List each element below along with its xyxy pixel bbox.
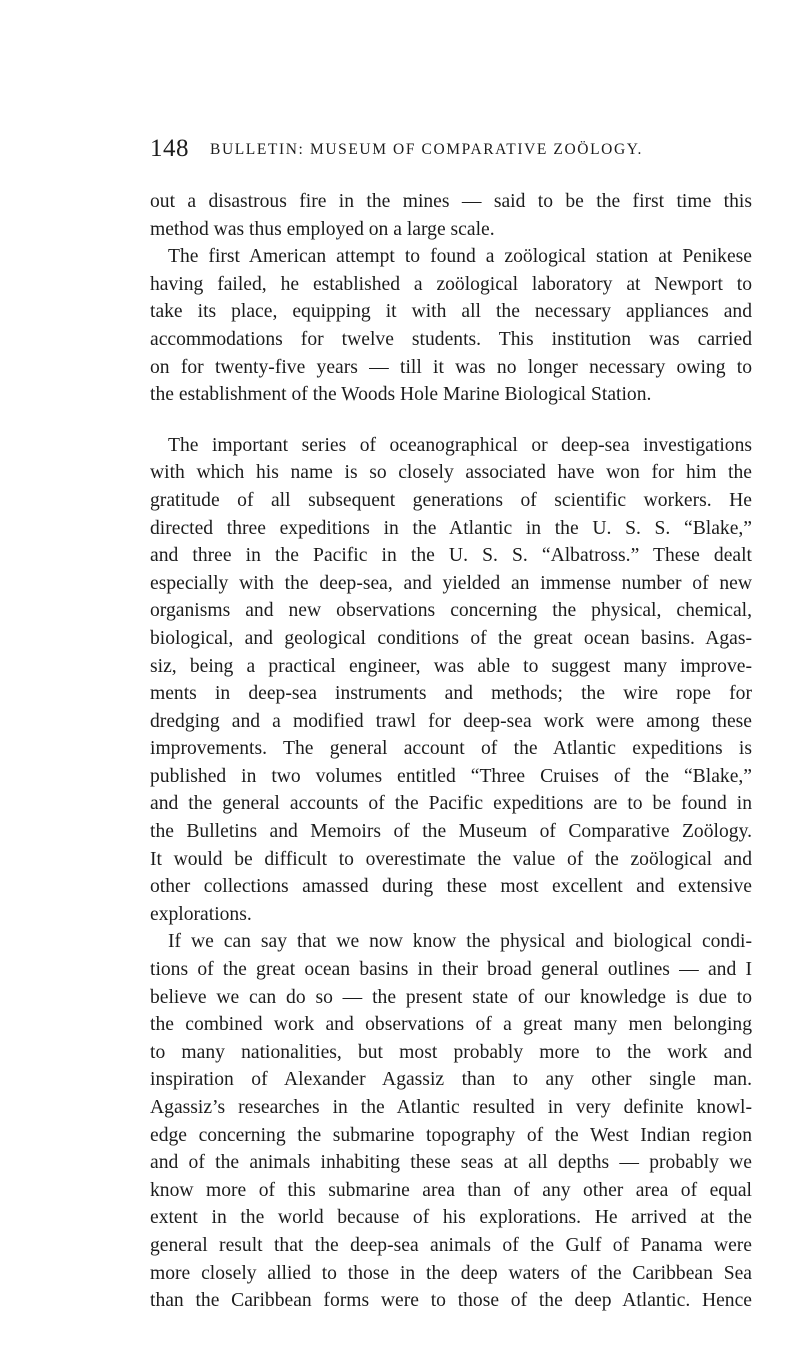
text-line: extent in the world because of his explorations. He arrived at the (150, 1207, 752, 1229)
text-line: the Bulletins and Memoirs of the Museum of Comparative Zoölogy. (150, 821, 752, 843)
text-line: The important series of oceanographical or deep-sea investigations (168, 434, 752, 456)
text-line: improvements. The general account of the Atlantic expeditions is (150, 738, 752, 760)
text-line: ments in deep-sea instruments and methods; the wire rope for (150, 683, 752, 705)
text-line: biological, and geological conditions of the great ocean basins. Agas- (150, 627, 752, 649)
text-line: and three in the Pacific in the U. S. S. “Albatross.” These dealt (150, 545, 752, 567)
text-line: especially with the deep-sea, and yielded an immense number of new (150, 572, 752, 594)
text-line: with which his name is so closely associated have won for him the (150, 462, 752, 484)
text-line: to many nationalities, but most probably more to the work and (150, 1041, 752, 1063)
text-line: having failed, he established a zoölogical laboratory at Newport to (150, 273, 752, 295)
text-line: know more of this submarine area than of any other area of equal (150, 1179, 752, 1201)
running-title: BULLETIN: MUSEUM OF COMPARATIVE ZOÖLOGY. (210, 141, 644, 158)
text-line: believe we can do so — the present state of our knowledge is due to (150, 986, 752, 1008)
text-line: take its place, equipping it with all the necessary appliances and (150, 301, 752, 323)
text-line: other collections amassed during these most excellent and extensive (150, 876, 752, 898)
text-line: published in two volumes entitled “Three Cruises of the “Blake,” (150, 765, 752, 787)
text-line: and the general accounts of the Pacific expeditions are to be found in (150, 793, 752, 815)
text-line: the establishment of the Woods Hole Marine Biological Station. (150, 384, 652, 406)
text-line: inspiration of Alexander Agassiz than to any other single man. (150, 1069, 752, 1091)
section-gap (150, 409, 752, 432)
text-line: method was thus employed on a large scale. (150, 218, 495, 240)
text-line: It would be difficult to overestimate the value of the zoölogical and (150, 848, 752, 870)
text-line: dredging and a modified trawl for deep-sea work were among these (150, 710, 752, 732)
text-line: accommodations for twelve students. This institution was carried (150, 328, 752, 350)
text-line: organisms and new observations concerning the physical, chemical, (150, 600, 752, 622)
text-line: the combined work and observations of a great many men belonging (150, 1014, 752, 1036)
text-line: siz, being a practical engineer, was able to suggest many improve- (150, 655, 752, 677)
text-line: general result that the deep-sea animals of the Gulf of Panama were (150, 1234, 752, 1256)
text-line: than the Caribbean forms were to those of the deep Atlantic. Hence (150, 1290, 752, 1312)
body-text (150, 188, 752, 1315)
running-head (150, 134, 750, 164)
text-line: gratitude of all subsequent generations of scientific workers. He (150, 489, 752, 511)
text-line: out a disastrous fire in the mines — said to be the first time this (150, 191, 752, 212)
text-line: explorations. (150, 903, 252, 925)
text-line: and of the animals inhabiting these seas at all depths — probably we (150, 1152, 752, 1174)
text-line: If we can say that we now know the physical and biological condi- (168, 931, 752, 953)
text-line: edge concerning the submarine topography of the West Indian region (150, 1124, 752, 1146)
text-line: The first American attempt to found a zoölogical station at Penikese (168, 246, 752, 268)
text-line: directed three expeditions in the Atlantic in the U. S. S. “Blake,” (150, 517, 752, 539)
text-line: Agassiz’s researches in the Atlantic resulted in very definite knowl- (150, 1097, 752, 1118)
text-line: on for twenty-five years — till it was no longer necessary owing to (150, 356, 752, 378)
text-line: tions of the great ocean basins in their broad general outlines — and I (150, 959, 752, 981)
page-number: 148 (150, 135, 189, 162)
text-line: more closely allied to those in the deep waters of the Caribbean Sea (150, 1262, 752, 1284)
